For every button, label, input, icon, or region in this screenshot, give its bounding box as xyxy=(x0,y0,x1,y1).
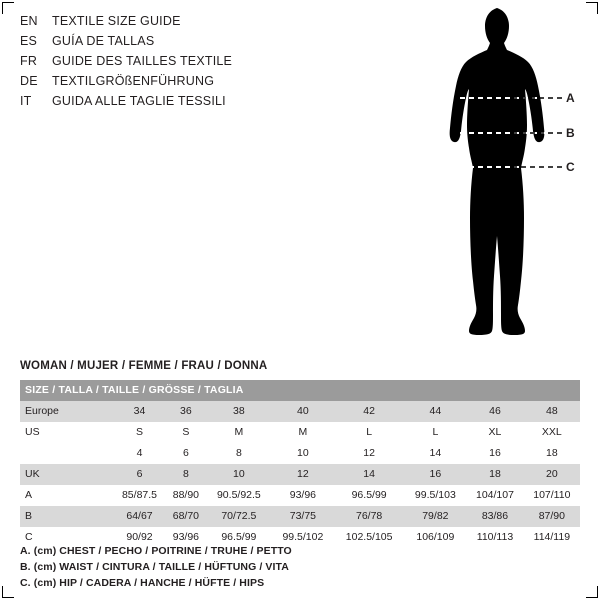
cell: 73/75 xyxy=(272,506,334,527)
row-label: C xyxy=(20,527,113,548)
cell: 64/67 xyxy=(113,506,166,527)
cell: 107/110 xyxy=(524,485,580,506)
section-title-woman: WOMAN / MUJER / FEMME / FRAU / DONNA xyxy=(20,360,268,372)
cell: 96.5/99 xyxy=(334,485,405,506)
row-label: A xyxy=(20,485,113,506)
row-label: UK xyxy=(20,464,113,485)
language-text: GUIDA ALLE TAGLIE TESSILI xyxy=(52,94,226,108)
legend-line-b: B. (cm) WAIST / CINTURA / TAILLE / HÜFTUNG / VITA xyxy=(20,561,289,573)
cell: 104/107 xyxy=(466,485,523,506)
cell: 85/87.5 xyxy=(113,485,166,506)
language-text: GUIDE DES TAILLES TEXTILE xyxy=(52,54,233,68)
cell: 93/96 xyxy=(272,485,334,506)
cell: 79/82 xyxy=(404,506,466,527)
cell: 76/78 xyxy=(334,506,405,527)
cell: 4 xyxy=(113,443,166,464)
cell: 90/92 xyxy=(113,527,166,548)
cell: 68/70 xyxy=(166,506,206,527)
cell: 8 xyxy=(206,443,272,464)
cell: 10 xyxy=(272,443,334,464)
cell: 90.5/92.5 xyxy=(206,485,272,506)
table-row xyxy=(20,422,580,443)
cell: 18 xyxy=(524,443,580,464)
table-header-label: SIZE / TALLA / TAILLE / GRÖSSE / TAGLIA xyxy=(20,380,580,401)
cell: 46 xyxy=(466,401,523,422)
cell: 40 xyxy=(272,401,334,422)
corner-mark-bottom-left xyxy=(2,586,14,598)
cell: 70/72.5 xyxy=(206,506,272,527)
cell: 6 xyxy=(113,464,166,485)
row-label: US xyxy=(20,422,113,443)
language-text: TEXTILE SIZE GUIDE xyxy=(52,14,181,28)
language-title-list xyxy=(20,14,320,114)
cell: L xyxy=(334,422,405,443)
cell: M xyxy=(272,422,334,443)
cell: XXL xyxy=(524,422,580,443)
cell: 16 xyxy=(466,443,523,464)
cell: 114/119 xyxy=(524,527,580,548)
cell: S xyxy=(113,422,166,443)
legend-line-c: C. (cm) HIP / CADERA / HANCHE / HÜFTE / HIPS xyxy=(20,577,265,589)
cell: 12 xyxy=(334,443,405,464)
cell: 93/96 xyxy=(166,527,206,548)
table-header-row xyxy=(20,380,580,401)
body-silhouette-icon xyxy=(400,0,600,375)
cell: 12 xyxy=(272,464,334,485)
size-table xyxy=(20,380,580,548)
callout-a: A xyxy=(566,91,575,105)
cell: 99.5/103 xyxy=(404,485,466,506)
cell: 48 xyxy=(524,401,580,422)
language-row xyxy=(20,34,320,54)
cell: 87/90 xyxy=(524,506,580,527)
language-text: GUÍA DE TALLAS xyxy=(52,34,155,48)
measurement-legend xyxy=(20,543,292,591)
cell: XL xyxy=(466,422,523,443)
cell: L xyxy=(404,422,466,443)
language-row xyxy=(20,74,320,94)
cell: 110/113 xyxy=(466,527,523,548)
language-code: ES xyxy=(20,34,38,48)
row-label xyxy=(20,443,113,464)
row-label: Europe xyxy=(20,401,113,422)
cell: 16 xyxy=(404,464,466,485)
cell: 42 xyxy=(334,401,405,422)
cell: 102.5/105 xyxy=(334,527,405,548)
language-text: TEXTILGRÖßENFÜHRUNG xyxy=(52,74,215,88)
cell: 38 xyxy=(206,401,272,422)
cell: S xyxy=(166,422,206,443)
language-row xyxy=(20,94,320,114)
table-row xyxy=(20,443,580,464)
cell: 88/90 xyxy=(166,485,206,506)
row-label: B xyxy=(20,506,113,527)
table-row xyxy=(20,506,580,527)
language-code: EN xyxy=(20,14,38,28)
cell: M xyxy=(206,422,272,443)
cell: 18 xyxy=(466,464,523,485)
cell: 83/86 xyxy=(466,506,523,527)
cell: 106/109 xyxy=(404,527,466,548)
cell: 34 xyxy=(113,401,166,422)
legend-line-a: A. (cm) CHEST / PECHO / POITRINE / TRUHE / PETTO xyxy=(20,545,292,557)
corner-mark-top-left xyxy=(2,2,14,14)
language-code: FR xyxy=(20,54,38,68)
callout-b: B xyxy=(566,126,575,140)
cell: 99.5/102 xyxy=(272,527,334,548)
language-row xyxy=(20,14,320,34)
table-row xyxy=(20,401,580,422)
cell: 6 xyxy=(166,443,206,464)
female-body-silhouette xyxy=(400,0,600,375)
corner-mark-bottom-right xyxy=(586,586,598,598)
cell: 20 xyxy=(524,464,580,485)
language-row xyxy=(20,54,320,74)
table-row xyxy=(20,485,580,506)
cell: 14 xyxy=(404,443,466,464)
cell: 8 xyxy=(166,464,206,485)
cell: 36 xyxy=(166,401,206,422)
cell: 10 xyxy=(206,464,272,485)
callout-c: C xyxy=(566,160,575,174)
language-code: DE xyxy=(20,74,38,88)
cell: 96.5/99 xyxy=(206,527,272,548)
cell: 44 xyxy=(404,401,466,422)
table-row xyxy=(20,464,580,485)
cell: 14 xyxy=(334,464,405,485)
language-code: IT xyxy=(20,94,32,108)
